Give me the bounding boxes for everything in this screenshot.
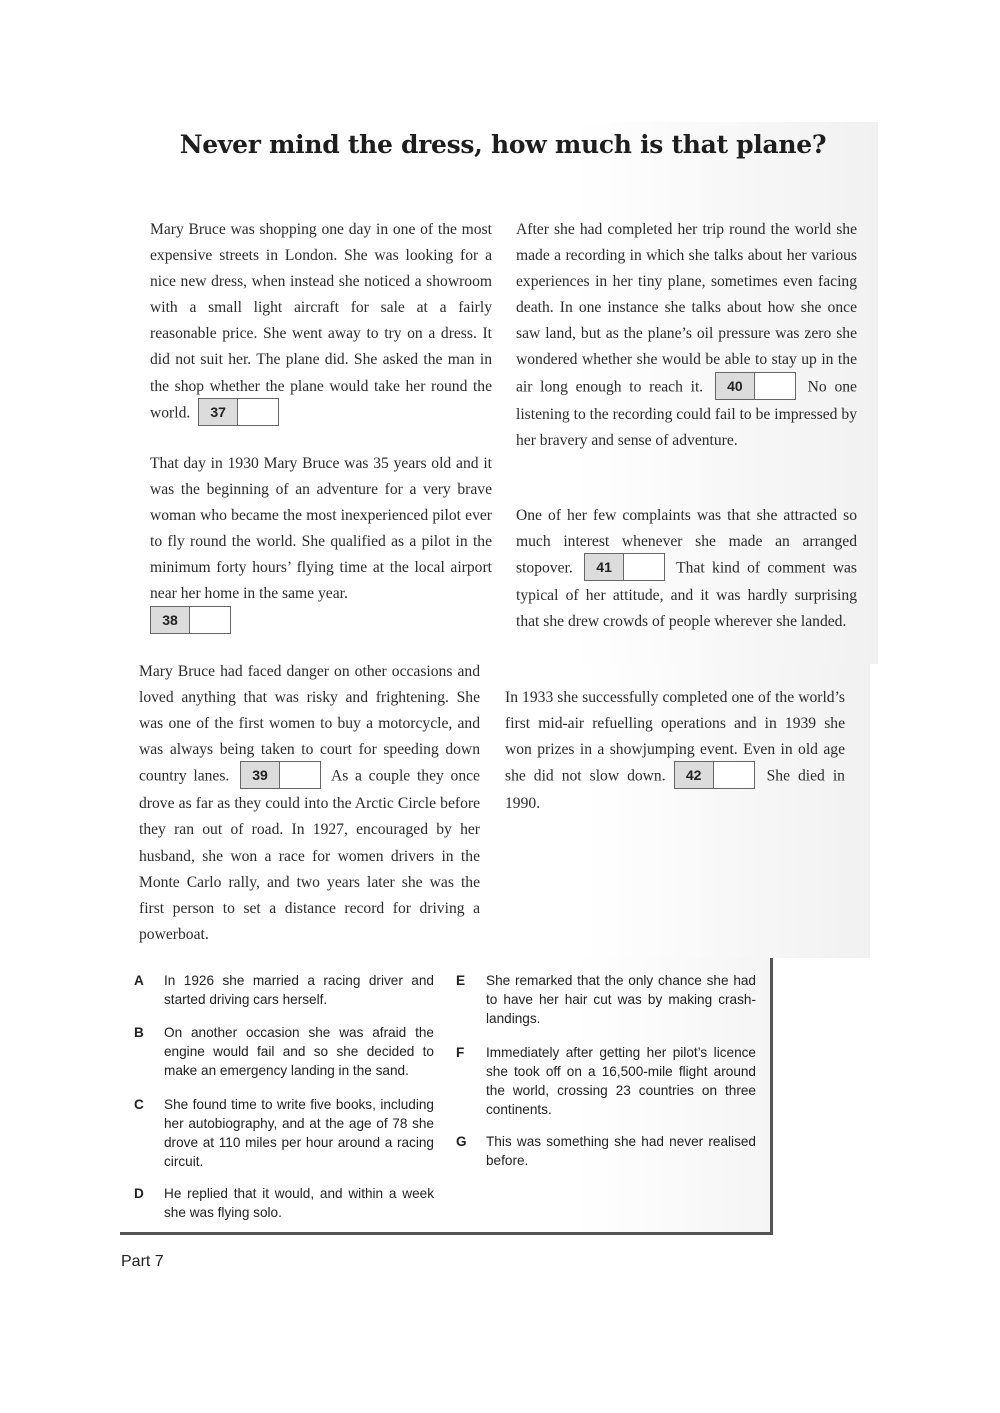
gap-38-number: 38 <box>151 607 190 633</box>
paragraph-6-text-a: In 1933 she successfully completed one of the world’s first mid-air refuelling operations and in 1939 she won prizes in a showjumping event. Even in old age she did not slow down. <box>505 689 845 785</box>
gap-42-number: 42 <box>675 762 714 788</box>
gap-42-answer-box[interactable] <box>674 761 755 789</box>
option-text: This was something she had never realised before. <box>486 1134 756 1168</box>
option-letter: G <box>456 1134 467 1149</box>
paragraph-3 <box>139 659 480 948</box>
gap-39-number: 39 <box>241 762 280 788</box>
option-letter: C <box>134 1097 144 1112</box>
paragraph-4 <box>516 217 857 454</box>
gap-41-answer-box[interactable] <box>584 553 665 581</box>
paragraph-2 <box>150 451 492 636</box>
paragraph-5 <box>516 503 857 635</box>
option-letter: E <box>456 973 466 988</box>
gap-38-answer-box[interactable] <box>150 606 231 634</box>
gap-40-answer-box[interactable] <box>715 372 796 400</box>
paragraph-6-text-b: She died in 1990. <box>505 767 845 813</box>
page-title: Never mind the dress, how much is that plane? <box>179 130 827 159</box>
paragraph-2-text: That day in 1930 Mary Bruce was 35 years old and it was the beginning of an adventure for a very brave woman who became the most inexperienced pilot ever to fly round the world. She qualified as a pilot in the minimum forty hours’ flying time at the local airport near her home in the same year. <box>150 455 492 603</box>
gap-38-blank[interactable] <box>190 607 230 633</box>
gap-37-blank[interactable] <box>238 399 278 425</box>
option-letter: B <box>134 1025 144 1040</box>
gap-40-number: 40 <box>716 373 755 399</box>
page-footer: Part 7 <box>121 1253 164 1270</box>
paragraph-1 <box>150 217 492 428</box>
gap-40-blank[interactable] <box>755 373 795 399</box>
option-text: In 1926 she married a racing driver and started driving cars herself. <box>164 973 434 1007</box>
option-letter: A <box>134 973 144 988</box>
gap-39-answer-box[interactable] <box>240 761 321 789</box>
option-text: On another occasion she was afraid the engine would fail and so she decided to make an emergency landing in the sand. <box>164 1025 434 1078</box>
paragraph-5-text-b: That kind of comment was typical of her attitude, and it was hardly surprising that she drew crowds of people wherever she landed. <box>516 559 857 631</box>
gap-37-answer-box[interactable] <box>198 398 279 426</box>
paragraph-4-text-b: No one listening to the recording could fail to be impressed by her bravery and sense of adventure. <box>516 378 857 449</box>
option-text: He replied that it would, and within a week she was flying solo. <box>164 1186 434 1220</box>
option-text: She remarked that the only chance she had to have her hair cut was by making crash-landings. <box>486 973 756 1026</box>
paragraph-5-text-a: One of her few complaints was that she attracted so much interest whenever she made an arranged stopover. <box>516 507 857 577</box>
option-letter: F <box>456 1045 465 1060</box>
gap-41-number: 41 <box>585 554 624 580</box>
options-box <box>120 958 773 1235</box>
paragraph-3-text-a: Mary Bruce had faced danger on other occasions and loved anything that was risky and frightening. She was one of the first women to buy a motorcycle, and was always being taken to court for speeding down country lanes. <box>139 663 480 785</box>
option-letter: D <box>134 1186 144 1201</box>
paragraph-3-text-b: As a couple they once drove as far as they could into the Arctic Circle before they ran out of road. In 1927, encouraged by her husband, she won a race for women drivers in the Monte Carlo rally, and two years later she was the first person to set a distance record for driving a powerboat. <box>139 767 480 943</box>
gap-37-number: 37 <box>199 399 238 425</box>
gap-39-blank[interactable] <box>280 762 320 788</box>
option-text: She found time to write five books, including her autobiography, and at the age of 78 she drove at 110 miles per hour around a racing circuit. <box>164 1097 434 1169</box>
paragraph-4-text-a: After she had completed her trip round the world she made a recording in which she talks about her various experiences in her tiny plane, sometimes even facing death. In one instance she talks about how she once saw land, but as the plane’s oil pressure was zero she wondered whether she would be able to stay up in the air long enough to reach it. <box>516 221 857 396</box>
option-text: Immediately after getting her pilot’s licence she took off on a 16,500-mile flight around the world, crossing 23 countries on three continents. <box>486 1045 756 1117</box>
paragraph-1-text: Mary Bruce was shopping one day in one of the most expensive streets in London. She was looking for a nice new dress, when instead she noticed a showroom with a small light aircraft for sale at a fairly reasonable price. She went away to try on a dress. It did not suit her. The plane did. She asked the man in the shop whether the plane would take her round the world. <box>150 221 492 422</box>
gap-42-blank[interactable] <box>714 762 754 788</box>
gap-41-blank[interactable] <box>624 554 664 580</box>
paragraph-6 <box>505 685 845 817</box>
